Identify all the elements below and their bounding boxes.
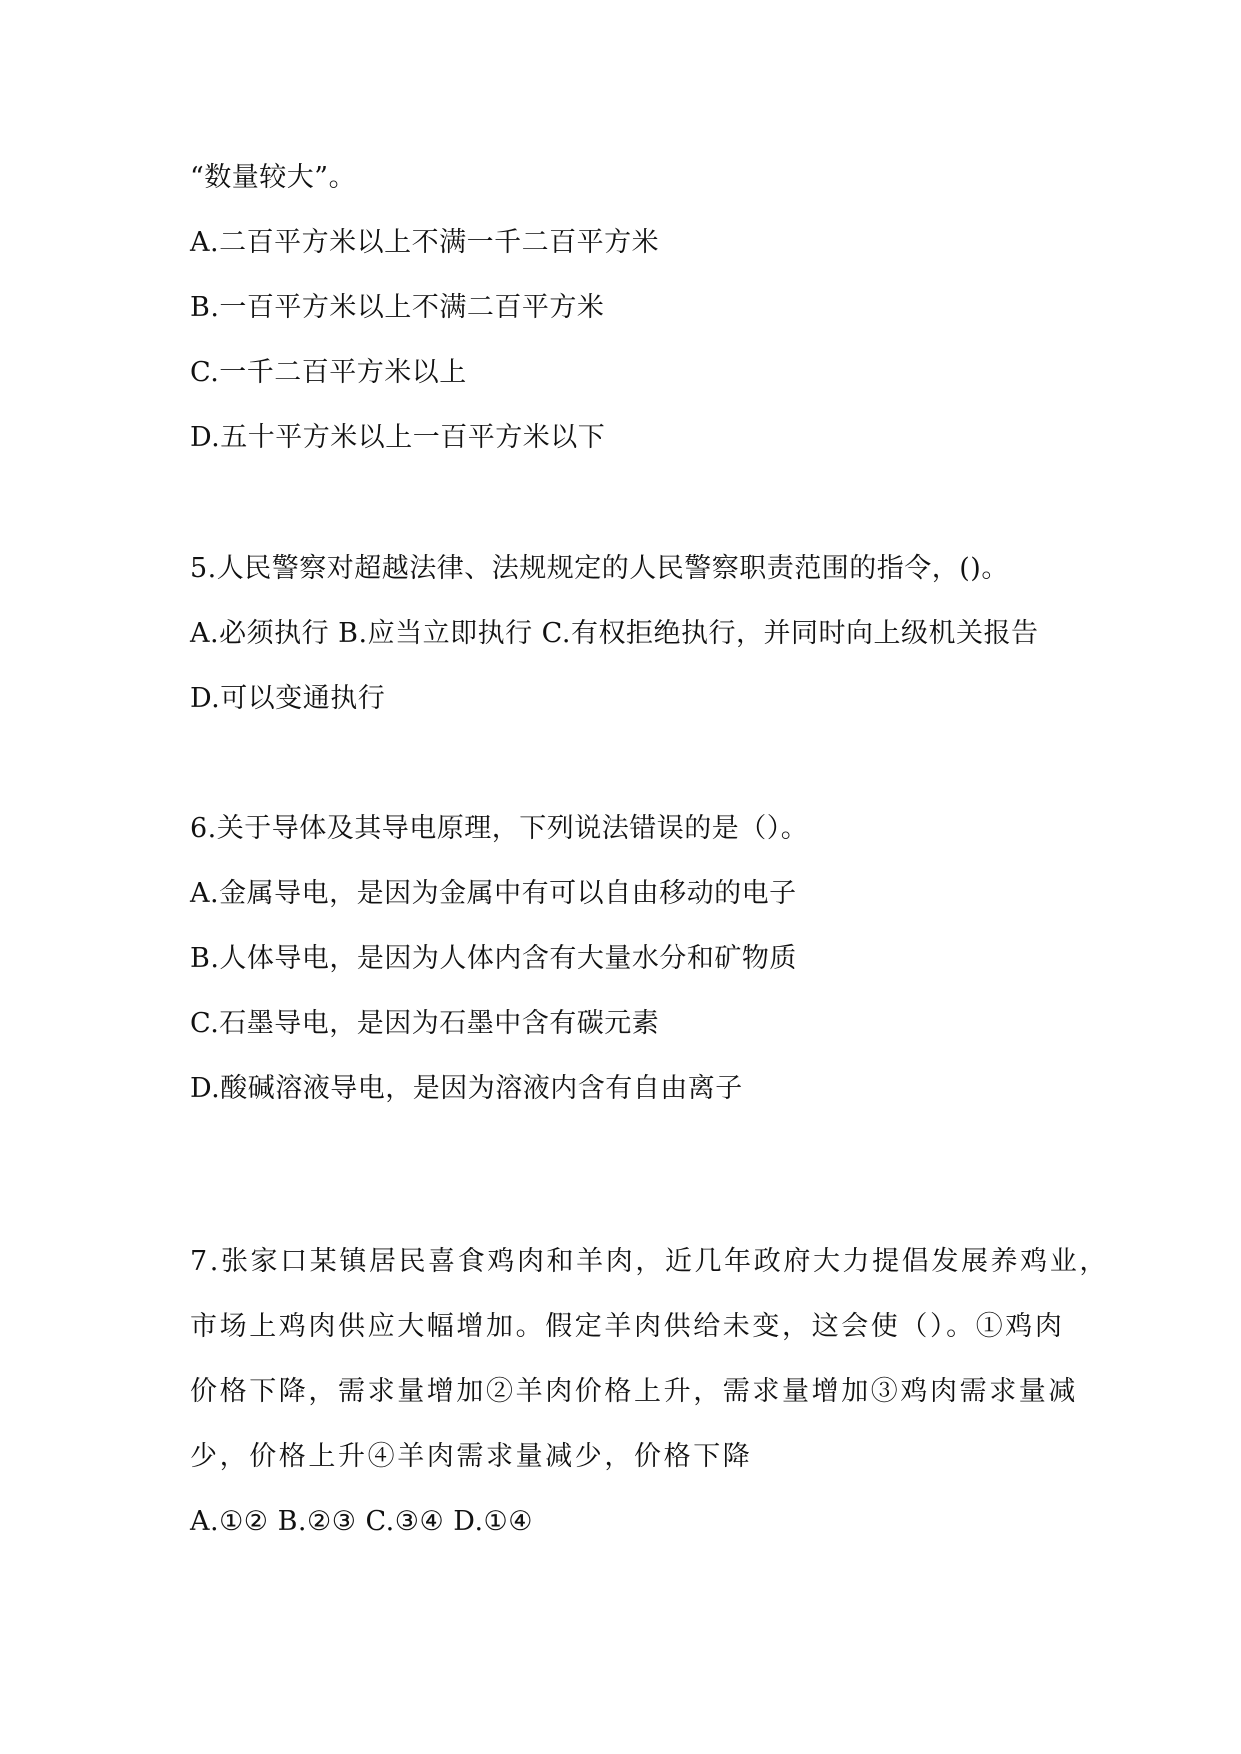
question-5-option-d: D.可以变通执行 — [190, 683, 386, 714]
question-5-options-line-1: A.必须执行 B.应当立即执行 C.有权拒绝执行，并同时向上级机关报告 — [190, 618, 1039, 649]
question-7-options: A.①② B.②③ C.③④ D.①④ — [190, 1506, 533, 1537]
question-4-stem-end: “数量较大”。 — [190, 162, 357, 193]
question-7-stem-line-4: 少，价格上升④羊肉需求量减少，价格下降 — [190, 1441, 753, 1472]
question-4-option-c: C.一千二百平方米以上 — [190, 357, 467, 388]
question-4-option-b: B.一百平方米以上不满二百平方米 — [190, 292, 605, 323]
question-6-option-c: C.石墨导电，是因为石墨中含有碳元素 — [190, 1008, 660, 1039]
question-6-option-b: B.人体导电，是因为人体内含有大量水分和矿物质 — [190, 943, 797, 974]
question-4-option-d: D.五十平方米以上一百平方米以下 — [190, 422, 606, 453]
question-6-option-d: D.酸碱溶液导电，是因为溶液内含有自由离子 — [190, 1073, 743, 1104]
question-7-stem-line-2: 市场上鸡肉供应大幅增加。假定羊肉供给未变，这会使（）。①鸡肉 — [190, 1311, 1065, 1342]
question-6-stem: 6.关于导体及其导电原理，下列说法错误的是（）。 — [190, 813, 809, 844]
question-4-option-a: A.二百平方米以上不满一千二百平方米 — [190, 227, 660, 258]
question-5-stem: 5.人民警察对超越法律、法规规定的人民警察职责范围的指令，()。 — [190, 553, 1009, 584]
question-7-stem-line-3: 价格下降，需求量增加②羊肉价格上升，需求量增加③鸡肉需求量减 — [190, 1376, 1078, 1407]
question-6-option-a: A.金属导电，是因为金属中有可以自由移动的电子 — [190, 878, 797, 909]
question-7-stem-line-1: 7.张家口某镇居民喜食鸡肉和羊肉，近几年政府大力提倡发展养鸡业， — [190, 1246, 1109, 1277]
